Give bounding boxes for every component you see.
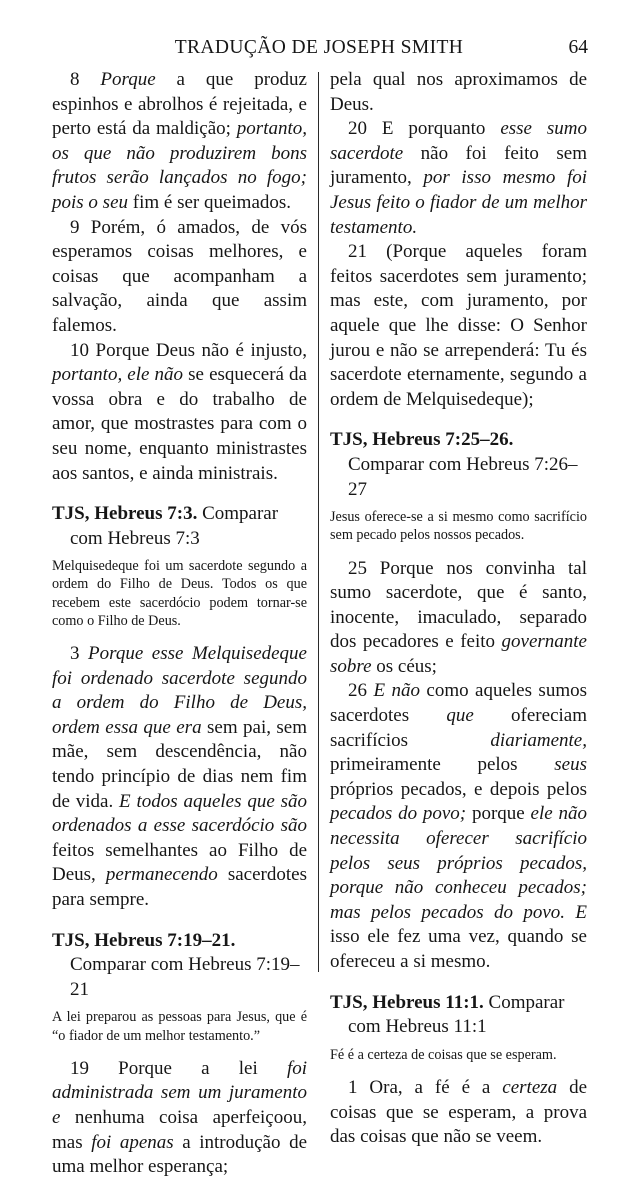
verse-text: porque [466,803,531,825]
running-head [0,37,638,63]
verse-text: feitos semelhantes ao Filho de Deus, [52,839,307,886]
verse-text: 1 Ora, a fé é a [348,1076,503,1098]
verse-text: como aqueles sumos sacerdotes [330,680,587,727]
verse-text: fim é ser queimados. [128,191,292,213]
italic-text: por isso mesmo foi Jesus feito o fiador de um melhor testamento. [330,167,587,238]
verse-text: 8 [70,69,101,90]
italic-text: E não [373,680,420,702]
italic-text: foi administrada sem um juramento e [52,1057,307,1128]
verse-text: 19 Porque a lei [70,1057,287,1079]
italic-text: pecados do povo; [330,803,467,825]
italic-text: foi apenas [91,1131,174,1153]
verse-text: pela qual nos aproximamos de Deus. [330,69,587,115]
verse-text: isso ele fez uma vez, quando se ofereceu a si mesmo. [330,926,587,972]
heading-compare: Comparar com Hebreus 7:3 [70,503,279,549]
section-summary: Melquisedeque foi um sacerdote segundo a ordem do Filho de Deus. Todos os que recebem este sacerdócio podem tornar-se como o Filho de Deus. [52,558,307,629]
verse-text: ofereciam sacrifícios [330,705,587,751]
section-summary: A lei preparou as pessoas para Jesus, que é “o fiador de um melhor testamento.” [52,1009,307,1044]
italic-text: diariamente, [490,729,587,751]
verse-continuation [330,68,587,117]
italic-text: portanto, ele não [52,364,184,386]
left-column [52,68,307,1180]
verse-text: a introdução de uma melhor esperança; [52,1131,307,1178]
italic-text: esse sumo sacerdote [330,118,587,164]
italic-text: governante sobre [330,631,587,677]
verse-paragraph [52,68,307,216]
verse-text: os céus; [371,655,437,677]
section-heading [330,991,587,1040]
verse-paragraph [330,240,587,412]
heading-compare: Comparar com Hebreus 7:19–21 [70,954,300,1000]
section-heading [52,502,307,551]
right-column [330,68,587,1150]
running-title: TRADUÇÃO DE JOSEPH SMITH [174,37,464,58]
verse-text: sem pai, sem mãe, sem descendência, não tendo princípio de dias nem fim de vida. [52,716,307,812]
verse-paragraph [52,216,307,339]
verse-text: nenhuma coisa aperfeiçoou, mas [52,1107,307,1153]
verse-text: sacerdotes para sempre. [52,864,307,911]
italic-text: certeza [502,1076,558,1098]
verse-text: não foi feito sem juramento, [330,142,587,189]
verse-paragraph [52,339,307,487]
verse-text: primeiramente pelos [330,754,555,776]
verse-text: 10 Porque Deus não é injusto, [70,339,307,361]
italic-text: permanecendo [105,864,218,886]
verse-text: 3 [70,643,89,665]
heading-reference: TJS, Hebreus 11:1. [330,991,484,1013]
heading-reference: TJS, Hebreus 7:3. [52,503,198,525]
italic-text: Porque [100,69,156,90]
verse-paragraph [330,557,587,680]
verse-text: 9 Porém, ó amados, de vós esperamos coisas melhores, e coisas que acompanham a salvação, ainda que assim falemos. [52,216,307,336]
italic-text: portanto, os que não produzirem bons frutos serão lançados no fogo; pois o seu [52,118,307,213]
verse-text: próprios pecados, e depois pelos [330,778,587,800]
verse-text: 21 (Porque aqueles foram feitos sacerdotes sem juramento; mas este, com juramento, por aquele que lhe disse: O Senhor jurou e não se arrependerá: Tu és sacerdote eternamente, segundo a ordem de Melquisedeque); [330,241,587,410]
verse-text: se esquecerá da vossa obra e do trabalho de amor, que mostrastes para com o seu nome, enquanto ministrastes aos santos, e ainda ministrais. [52,364,307,484]
heading-reference: TJS, Hebreus 7:25–26. [330,429,514,451]
verse-text: 26 [348,680,374,702]
verse-text: de coisas que se esperam, a prova das coisas que não se veem. [330,1076,588,1148]
verse-text: a que produz espinhos e abrolhos é rejeitada, e perto está da maldição; [52,69,307,140]
verse-paragraph [52,1057,307,1180]
page-number: 64 [568,37,588,58]
section-heading [330,428,587,502]
verse-paragraph [330,117,587,240]
verse-text: 25 Porque nos convinha tal sumo sacerdote, que é santo, inocente, imaculado, separado dos pecadores e feito [330,557,587,653]
italic-text: E todos aqueles que são ordenados a esse sacerdócio são [52,790,307,837]
heading-compare: Comparar com Hebreus 7:26–27 [348,453,578,500]
verse-text: 20 E porquanto [348,118,501,140]
section-heading [52,929,307,1003]
italic-text: que [446,705,474,727]
section-summary: Fé é a certeza de coisas que se esperam. [330,1046,557,1063]
verse-paragraph [330,679,587,974]
column-divider [318,72,319,972]
heading-reference: TJS, Hebreus 7:19–21. [52,929,236,951]
italic-text: Porque esse Melquisedeque foi ordenado sacerdote segundo a ordem do Filho de Deus, ordem essa que era [52,643,307,738]
heading-compare: Comparar com Hebreus 11:1 [348,991,565,1038]
italic-text: ele não necessita oferecer sacrifício pelos seus próprios pecados, porque não conheceu pecados; mas pelos pecados do povo. E [330,803,587,923]
verse-paragraph [52,642,307,913]
italic-text: seus [554,754,587,776]
verse-paragraph [330,1076,587,1150]
section-summary: Jesus oferece-se a si mesmo como sacrifício sem pecado pelos nossos pecados. [330,509,587,544]
